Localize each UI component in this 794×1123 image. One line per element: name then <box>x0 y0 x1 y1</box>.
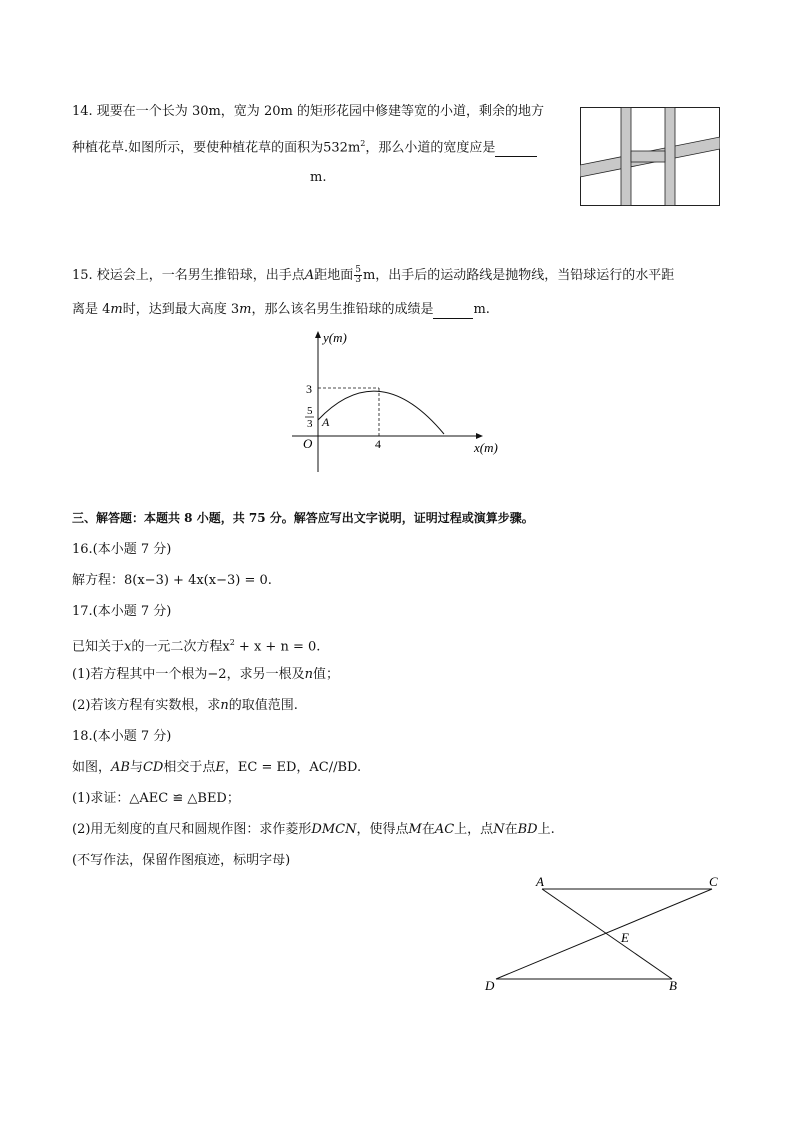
q18-cd: CD <box>142 760 164 775</box>
q17-part2 <box>72 697 298 715</box>
q15-point-a: A <box>304 268 315 283</box>
x-axis-label: x(m) <box>474 440 498 455</box>
origin-label: O <box>303 436 313 451</box>
q18-part3: (不写作法，保留作图痕迹，标明字母) <box>72 853 291 868</box>
q14-text-2b: ，那么小道的宽度应是 <box>365 140 496 156</box>
q15-text-1a: 15. 校运会上，一名男生推铅球，出手点 <box>72 268 305 283</box>
q18-m: M <box>408 822 422 837</box>
q18-n: N <box>493 822 505 837</box>
q18-p2-f: 上. <box>537 822 555 837</box>
q15-fraction <box>354 266 362 285</box>
q18-part2 <box>72 821 555 839</box>
q14-line2 <box>72 135 537 157</box>
q14-garden-figure <box>580 107 720 207</box>
point-a-label: A <box>322 415 330 429</box>
q18-line1 <box>72 759 361 777</box>
q17-n-2: n <box>220 698 229 713</box>
q15-text-2a: 离是 4 <box>72 302 111 317</box>
q18-part1: (1)求证：△AEC ≌ △BED； <box>72 791 240 806</box>
q14-line1 <box>72 103 544 121</box>
y-tick-3: 3 <box>306 382 312 396</box>
q18-l1-a: 如图， <box>72 760 112 775</box>
q15-m-2: m <box>239 302 252 317</box>
q18-p2-e: 在 <box>504 822 518 837</box>
y-axis-label: y(m) <box>323 330 347 345</box>
q18-bd: BD <box>517 822 538 837</box>
y-axis-arrow <box>315 331 321 338</box>
q17-x: x <box>124 639 132 655</box>
q17-intro-c: + x + n = 0. <box>234 639 321 655</box>
segment-cd <box>496 889 712 979</box>
q14-sup: 2 <box>360 139 366 148</box>
q15-unit: m. <box>473 302 490 317</box>
q17-p1-b: 值； <box>312 667 339 682</box>
q17-sup: 2 <box>229 638 235 647</box>
q18-l1-d: ，EC = ED，AC//BD. <box>224 760 362 775</box>
q15-line2 <box>72 301 490 319</box>
label-a: A <box>536 874 544 889</box>
q17-part1 <box>72 666 339 684</box>
q14-text-1: 14. 现要在一个长为 30m，宽为 20m 的矩形花园中修建等宽的小道，剩余的地方 <box>72 104 544 119</box>
q14-unit: m. <box>310 170 327 185</box>
q15-m-1: m <box>110 302 123 317</box>
q17-intro-b: 的一元二次方程x <box>131 639 230 655</box>
garden-path-horizontal <box>631 151 665 162</box>
q14-answer-blank[interactable] <box>495 142 537 157</box>
label-b: B <box>669 978 677 993</box>
q16-equation: 解方程：8(x−3) + 4x(x−3) = 0. <box>72 573 272 588</box>
x-axis-arrow <box>476 433 483 439</box>
x-tick-4: 4 <box>375 437 381 451</box>
parabola-curve <box>318 391 444 434</box>
y-tick-frac-num: 5 <box>307 405 313 417</box>
q17-title: 17.(本小题 7 分) <box>72 604 172 619</box>
label-e: E <box>621 930 629 945</box>
q17-p2-a: (2)若该方程有实数根，求 <box>72 698 221 713</box>
q18-p2-b: ，使得点 <box>356 822 409 837</box>
q15-text-2c: ，那么该名男生推铅球的成绩是 <box>251 302 434 317</box>
q17-intro-a: 已知关于 <box>72 639 125 655</box>
q17-n-1: n <box>304 667 313 682</box>
q17-p1-a: (1)若方程其中一个根为−2，求另一根及 <box>72 667 305 682</box>
garden-path-vertical-1 <box>621 108 631 206</box>
q18-p2-a: (2)用无刻度的直尺和圆规作图：求作菱形 <box>72 822 312 837</box>
q16-title: 16.(本小题 7 分) <box>72 542 172 557</box>
q17-intro <box>72 634 320 656</box>
q18-e: E <box>215 760 225 775</box>
label-d: D <box>485 978 495 993</box>
q15-text-1c: m，出手后的运动路线是抛物线，当铅球运行的水平距 <box>362 268 675 283</box>
q15-frac-den: 3 <box>355 275 361 285</box>
q15-answer-blank[interactable] <box>433 304 473 319</box>
q14-text-2a: 种植花草.如图所示，要使种植花草的面积为532m <box>72 140 361 156</box>
q18-title: 18.(本小题 7 分) <box>72 729 172 744</box>
q17-p2-b: 的取值范围. <box>228 698 298 713</box>
section-3-heading: 三、解答题：本题共 8 小题，共 75 分。解答应写出文字说明，证明过程或演算步骤。 <box>72 511 534 525</box>
q18-ab: AB <box>111 760 130 775</box>
q15-parabola-graph <box>286 326 516 476</box>
q18-geometry-figure <box>478 872 728 1002</box>
q15-line1 <box>72 266 674 285</box>
q18-ac: AC <box>434 822 455 837</box>
garden-path-vertical-2 <box>665 108 675 206</box>
q18-dmcn: DMCN <box>311 822 357 837</box>
y-tick-frac-den: 3 <box>307 418 313 430</box>
q15-frac-num: 5 <box>355 265 361 275</box>
q18-l1-b: 与 <box>129 760 143 775</box>
q18-p2-d: 上，点 <box>454 822 494 837</box>
segment-ab <box>542 889 672 979</box>
q15-text-1b: 距地面 <box>314 268 354 283</box>
q18-p2-c: 在 <box>421 822 435 837</box>
q15-text-2b: 时，达到最大高度 3 <box>122 302 240 317</box>
label-c: C <box>709 874 718 889</box>
q18-l1-c: 相交于点 <box>163 760 216 775</box>
